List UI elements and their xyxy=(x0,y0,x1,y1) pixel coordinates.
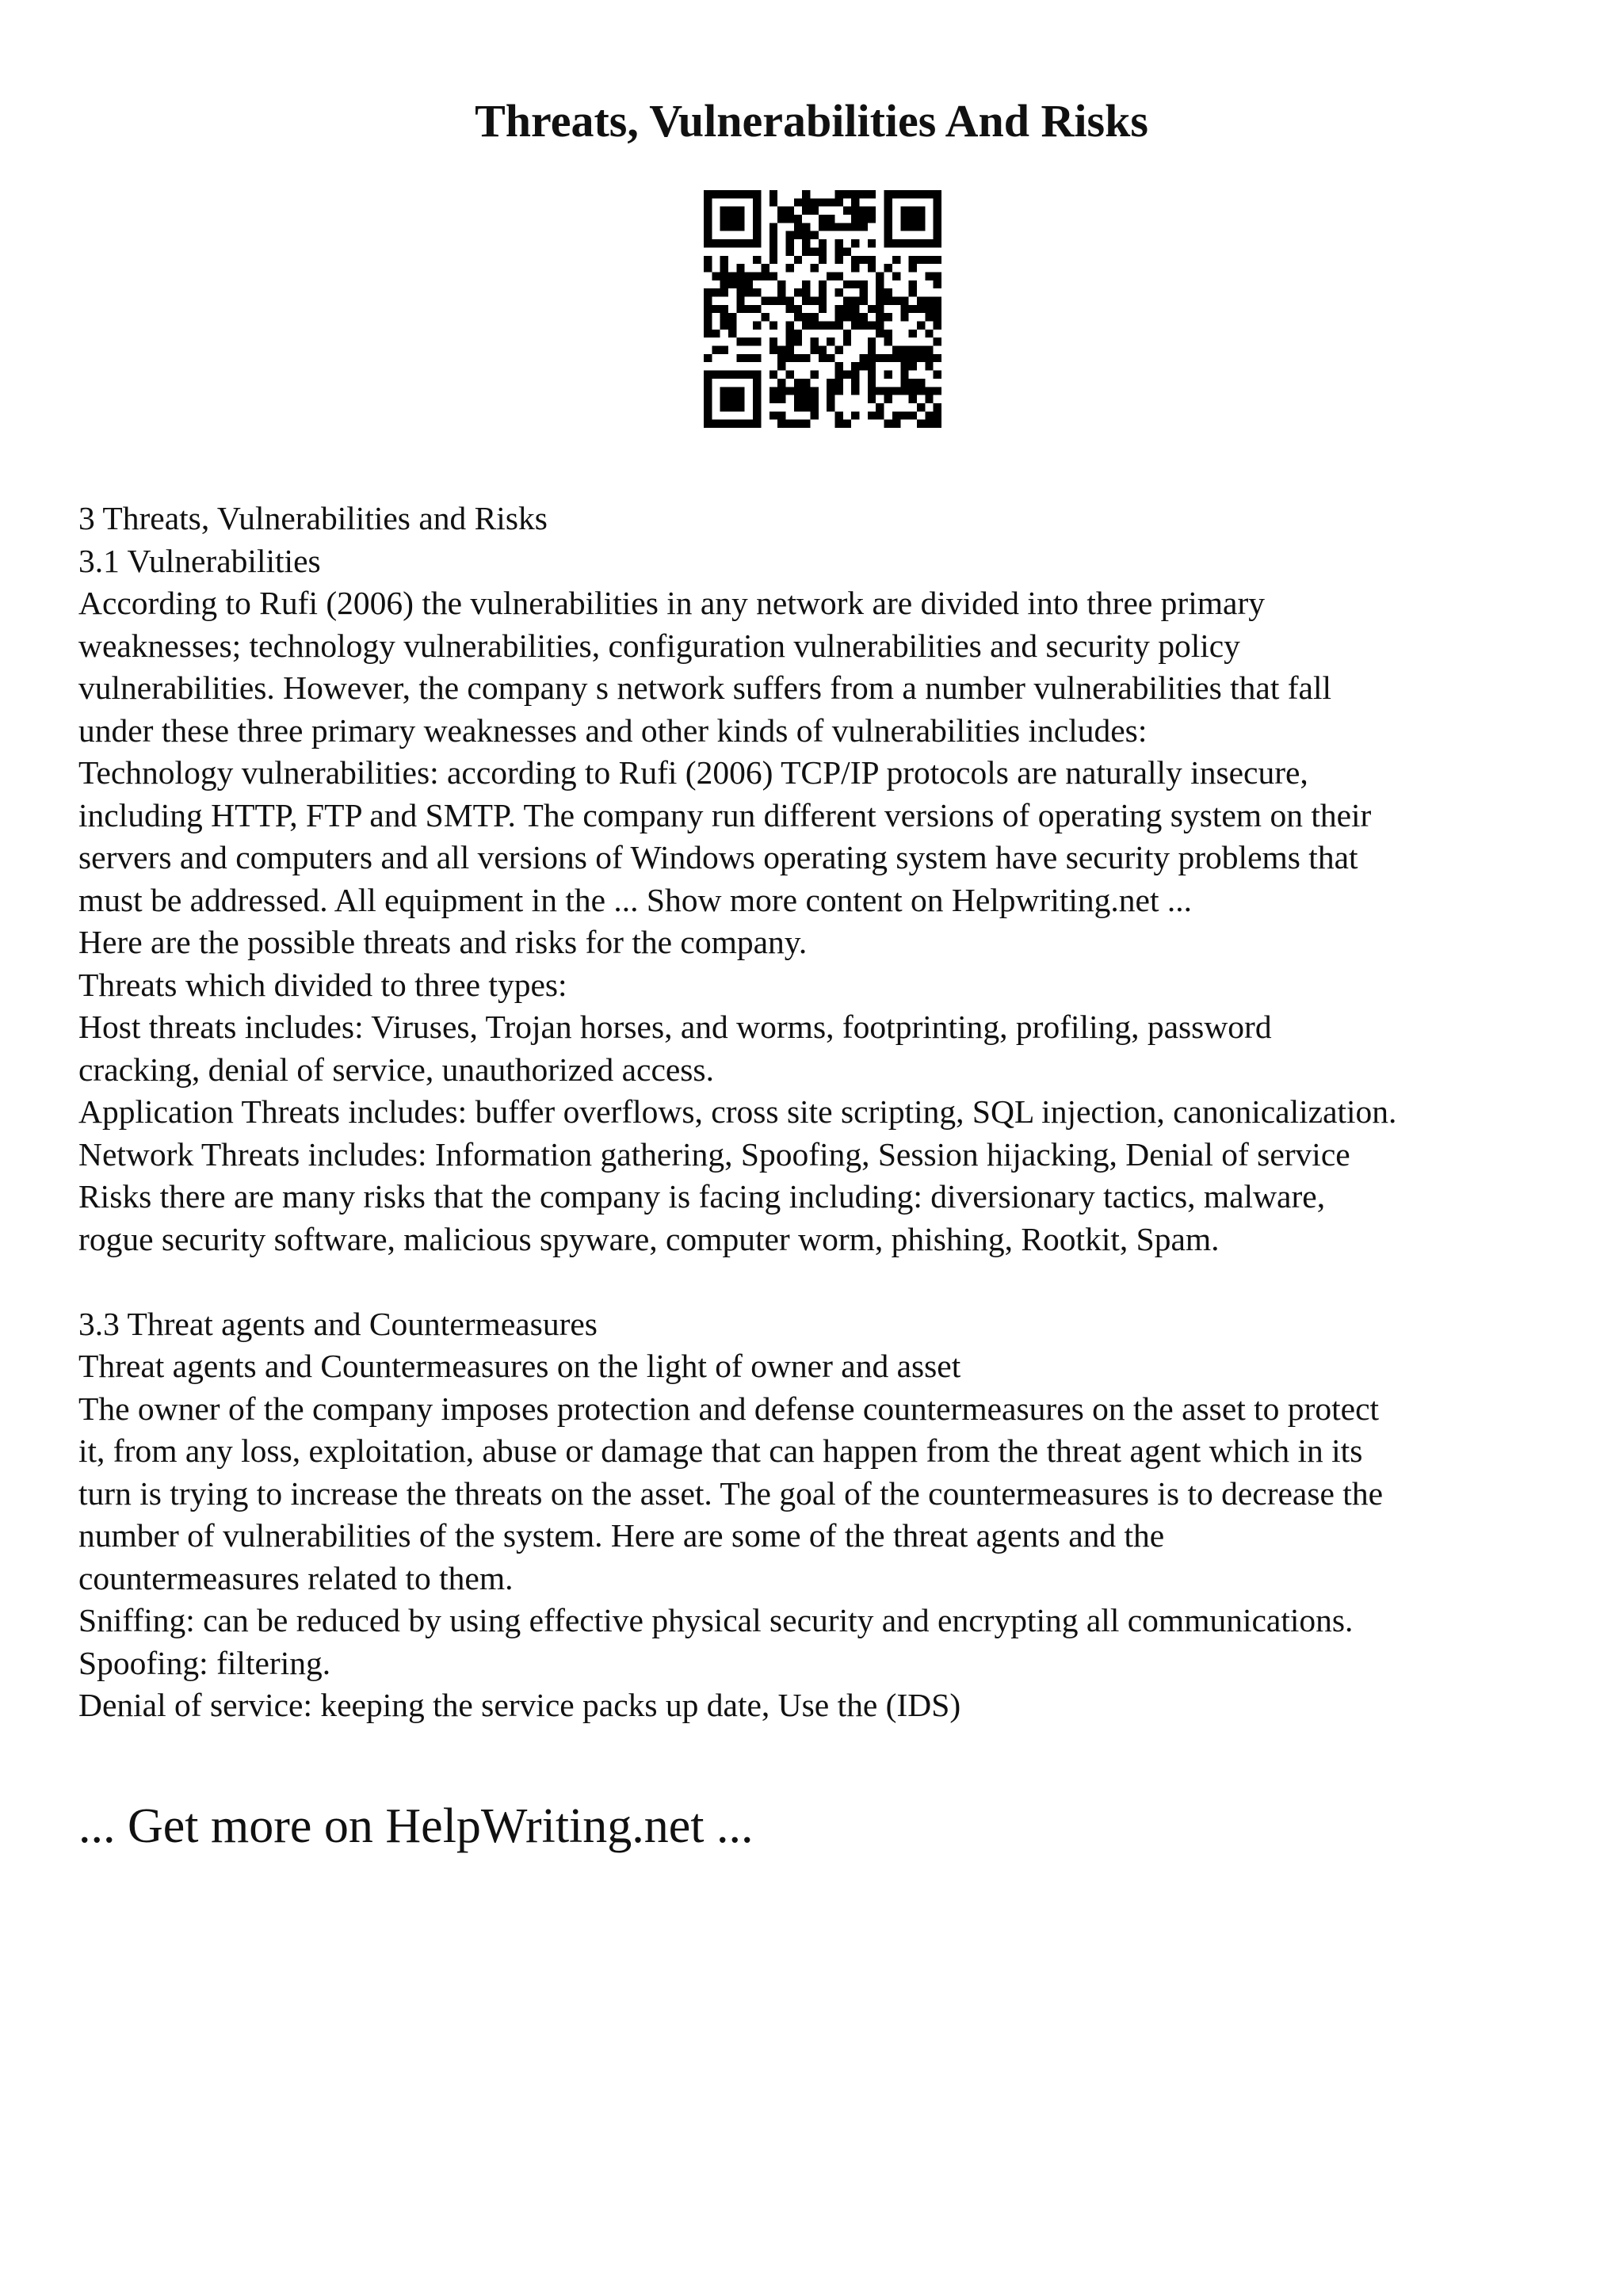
text-line: Network Threats includes: Information gathering, Spoofing, Session hijacking, Denial of service xyxy=(78,1135,1350,1173)
qr-code-icon xyxy=(704,190,941,428)
text-line: Application Threats includes: buffer overflows, cross site scripting, SQL injection, canonicalization. xyxy=(78,1093,1397,1130)
text-line: weaknesses; technology vulnerabilities, configuration vulnerabilities and security policy xyxy=(78,627,1240,664)
text-line: cracking, denial of service, unauthorized access. xyxy=(78,1051,714,1088)
get-more-link[interactable]: ... Get more on HelpWriting.net ... xyxy=(78,1799,754,1853)
text-line: Spoofing: filtering. xyxy=(78,1644,331,1681)
text-line: 3.3 Threat agents and Countermeasures xyxy=(78,1305,598,1342)
text-line: Threats which divided to three types: xyxy=(78,966,567,1003)
text-line: vulnerabilities. However, the company s network suffers from a number vulnerabilities that fall xyxy=(78,669,1332,706)
paragraph-spacer xyxy=(78,1261,1584,1303)
text-line: servers and computers and all versions of Windows operating system have security problems that xyxy=(78,839,1358,875)
text-line: 3 Threats, Vulnerabilities and Risks xyxy=(78,500,548,536)
text-line: Threat agents and Countermeasures on the light of owner and asset xyxy=(78,1348,961,1384)
text-line: Technology vulnerabilities: according to Rufi (2006) TCP/IP protocols are naturally insecure, xyxy=(78,754,1308,791)
text-line: The owner of the company imposes protection and defense countermeasures on the asset to protect xyxy=(78,1390,1380,1427)
text-line: Risks there are many risks that the company is facing including: diversionary tactics, malware, xyxy=(78,1178,1326,1215)
document-body xyxy=(78,498,1584,1727)
text-line: 3.1 Vulnerabilities xyxy=(78,542,321,579)
text-line: under these three primary weaknesses and other kinds of vulnerabilities includes: xyxy=(78,711,1148,749)
text-line: number of vulnerabilities of the system. Here are some of the threat agents and the xyxy=(78,1517,1165,1554)
text-line: countermeasures related to them. xyxy=(78,1559,514,1596)
text-line: Host threats includes: Viruses, Trojan horses, and worms, footprinting, profiling, password xyxy=(78,1009,1272,1045)
text-line: it, from any loss, exploitation, abuse or damage that can happen from the threat agent which in its xyxy=(78,1432,1363,1469)
text-line: including HTTP, FTP and SMTP. The company run different versions of operating system on their xyxy=(78,796,1372,833)
text-line: Sniffing: can be reduced by using effective physical security and encrypting all communications. xyxy=(78,1602,1354,1638)
text-line: must be addressed. All equipment in the ... Show more content on Helpwriting.net ... xyxy=(78,881,1193,918)
text-line: turn is trying to increase the threats on the asset. The goal of the countermeasures is to decrease the xyxy=(78,1474,1383,1512)
text-line: rogue security software, malicious spyware, computer worm, phishing, Rootkit, Spam. xyxy=(78,1220,1220,1257)
text-line: Denial of service: keeping the service packs up date, Use the (IDS) xyxy=(78,1687,961,1723)
text-line: According to Rufi (2006) the vulnerabilities in any network are divided into three primary xyxy=(78,585,1266,621)
text-line: Here are the possible threats and risks for the company. xyxy=(78,924,808,960)
page-title: Threats, Vulnerabilities And Risks xyxy=(475,95,1148,147)
